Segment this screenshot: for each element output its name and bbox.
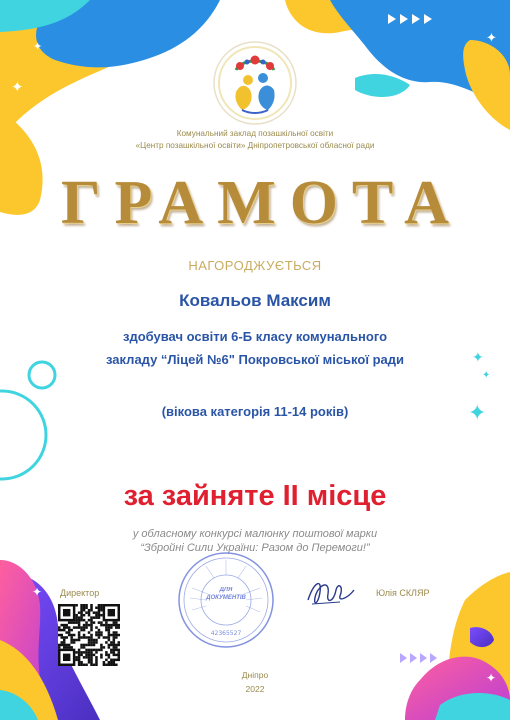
svg-text:✦: ✦ [11,78,24,96]
svg-text:✦: ✦ [482,370,491,381]
description-line2: закладу “Ліцей №6" Покровської міської ради [106,352,404,367]
city: Дніпро [241,670,269,680]
svg-text:✦: ✦ [32,585,43,599]
left-rings [0,362,55,479]
svg-text:✦: ✦ [468,401,487,426]
stamp-center-text: ДЛЯ ДОКУМЕНТІВ [206,587,246,601]
certificate-title: ГРАМОТА [61,169,463,237]
contest-line1: у обласному конкурсі малюнку поштової марки [132,528,378,540]
contest-line2: “Збройні Сили України: Разом до Перемоги!” [140,542,370,554]
organization-logo [212,40,298,126]
top-right-shapes [285,0,510,130]
svg-text:✦: ✦ [486,671,497,685]
svg-text:✦: ✦ [472,350,484,366]
qr-code [58,604,120,666]
svg-text:✦: ✦ [486,31,497,46]
place-awarded: за зайняте ІІ місце [123,480,387,512]
director-label: Директор [60,588,100,598]
svg-text:✦: ✦ [33,40,43,53]
director-name: Юлія СКЛЯР [376,588,430,598]
organization-line2: «Центр позашкільної освіти» Дніпропетровської обласної ради [135,141,375,150]
footer [0,668,510,696]
recipient-description [0,325,510,371]
stamp-code: 42365527 [210,630,242,637]
year: 2022 [245,684,265,694]
awarded-label: НАГОРОДЖУЄТЬСЯ [188,258,322,273]
recipient-name: Ковальов Максим [179,291,331,310]
director-signature [300,572,360,612]
description-line1: здобувач освіти 6-Б класу комунального [122,329,388,344]
organization-line1: Комунальний заклад позашкільної освіти [176,129,334,138]
organization-name [0,128,510,152]
age-category: (вікова категорія 11-14 років) [161,404,349,419]
